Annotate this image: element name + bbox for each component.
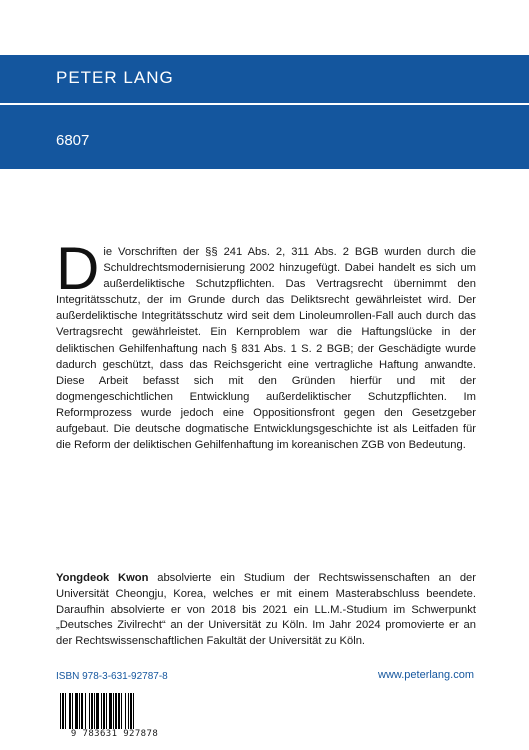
bio-body: absolvierte ein Studium der Rechtswissenschaften an der Universität Cheongju, Korea, welches er mit einem Masterabschluss beendete. Daraufhin absolvierte er von 2018 bis 2021 ein LL.M.-Studium im Schwerpunkt „Deutsches Zivilrecht“ an der Universität zu Köln. Im Jahr 2024 promovierte er an der Rechtswissenschaftlichen Fakultät der Universität zu Köln. [56, 572, 476, 648]
isbn-label: ISBN 978-3-631-92787-8 [56, 671, 168, 682]
drop-cap: D [56, 235, 100, 302]
barcode-bar [96, 693, 99, 729]
barcode-bar [85, 693, 86, 729]
barcode-bar [118, 693, 120, 729]
barcode-bar [121, 693, 122, 729]
barcode-bar [69, 693, 71, 729]
publisher-name: PETER LANG [56, 68, 174, 87]
publisher-band [0, 55, 529, 169]
barcode-bar [125, 693, 126, 729]
barcode-bar [81, 693, 83, 729]
barcode-bar [101, 693, 102, 729]
barcode-bar [62, 693, 64, 729]
barcode-bar [60, 693, 61, 729]
barcode-bars [56, 693, 173, 729]
barcode-bar [65, 693, 66, 729]
barcode-bar [130, 693, 132, 729]
barcode-bar [75, 693, 78, 729]
abstract-text [56, 235, 476, 453]
barcode-bar [113, 693, 114, 729]
barcode-bar [89, 693, 90, 729]
barcode-digits: 9 783631 927878 [56, 729, 173, 739]
band-divider [0, 103, 529, 105]
barcode [56, 693, 173, 739]
barcode-bar [91, 693, 93, 729]
author-bio [56, 571, 476, 650]
barcode-bar [106, 693, 107, 729]
barcode-bar [72, 693, 73, 729]
barcode-bar [109, 693, 112, 729]
barcode-bar [133, 693, 134, 729]
barcode-bar [103, 693, 105, 729]
publisher-url[interactable]: www.peterlang.com [378, 669, 474, 681]
barcode-bar [79, 693, 80, 729]
barcode-bar [94, 693, 95, 729]
abstract-body: ie Vorschriften der §§ 241 Abs. 2, 311 Abs. 2 BGB wurden durch die Schuldrechtsmodernisierung 2002 hinzugefügt. Dabei handelt es sich um außerdeliktische Schutzpflichten. Das Vertragsrecht übernimmt den Integritätsschutz, der im Grunde durch das Deliktsrecht gewährleistet wird. Der außerdeliktische Integritätsschutz wird seit dem Linoleumrollen-Fall auch durch das Vertragsrecht gewährleistet. Ein Kernproblem war die Haftungslücke in der deliktischen Gehilfenhaftung nach § 831 Abs. 1 S. 2 BGB; der Geschädigte wurde dadurch geschützt, dass das Reichsgericht eine vertragliche Haftung anwandte. Diese Arbeit befasst sich mit den Gründen hierfür und mit der dogmengeschichtlichen Entwicklung außerdeliktischer Schutzpflichten. Im Reformprozess wurde jedoch eine Oppositionsfront gegen den Gesetzgeber aufgebaut. Die deutsche dogmatische Entwicklungsgeschichte ist als Leitfaden für die Reform der deliktischen Gehilfenhaftung im koreanischen ZGB von Bedeutung. [56, 246, 476, 452]
series-number: 6807 [56, 132, 90, 149]
barcode-bar [128, 693, 129, 729]
barcode-bar [115, 693, 117, 729]
author-name: Yongdeok Kwon [56, 572, 149, 584]
